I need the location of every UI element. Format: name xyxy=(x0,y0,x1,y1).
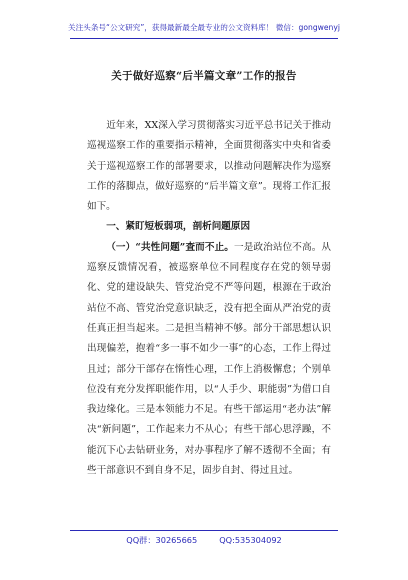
subsection-lead-1: 査而不止。 xyxy=(185,241,235,253)
document-body xyxy=(87,116,331,481)
footer-contacts xyxy=(0,535,408,546)
section-heading-1: 一、紧盯短板弱项，剖析问题原因 xyxy=(106,221,251,233)
intro-paragraph: 近年来，XX深入学习贯彻落实习近平总书记关于推动巡视巡察工作的重要指示精神，全面贯彻落实中央和省委关于巡视巡察工作的部署要求，以推动问题解决作为巡察工作的落脚点，做好巡察的“后半篇文章”。现将工作汇报如下。 xyxy=(87,120,331,213)
footer-qq-number: QQ:535304092 xyxy=(219,535,282,545)
document-title: 关于做好巡察“后半篇文章”工作的报告 xyxy=(111,70,297,82)
footer-qq-group: QQ群：30265665 xyxy=(126,535,198,545)
subsection-paragraph-1 xyxy=(87,238,331,482)
header-divider xyxy=(70,38,338,39)
header-banner: 关注头条号“公文研究”，获得最新最全最专业的公文资料库！ 微信：gongwenyj xyxy=(68,23,340,32)
subsection-body-1: 一是政治站位不高。从巡察反馈情况看，被巡察单位不同程度存在党的领导弱化、党的建设缺失、管党治党不严等问题，根源在于政治站位不高、管党治党意识缺乏，没有把全面从严治党的责任真正担当起来。二是担当精神不够。部分干部思想认识出现偏差，抱着“多一事不如少一事”的心态，工作上得过且过；部分干部存在惰性心理，工作上消极懈怠；个别单位没有充分发挥职能作用，以“人手少、职能弱”为借口自我边缘化。三是本领能力不足。有些干部运用“老办法”解决“新问题”，工作起来力不从心；有些干部心思浮躁，不能沉下心去钻研业务，对办事程序了解不透彻不全面；有些干部意识不到自身不足，固步自封、得过且过。 xyxy=(87,241,332,477)
footer-divider xyxy=(70,530,338,531)
subsection-label-1: （一）“共性问题” xyxy=(106,241,186,253)
